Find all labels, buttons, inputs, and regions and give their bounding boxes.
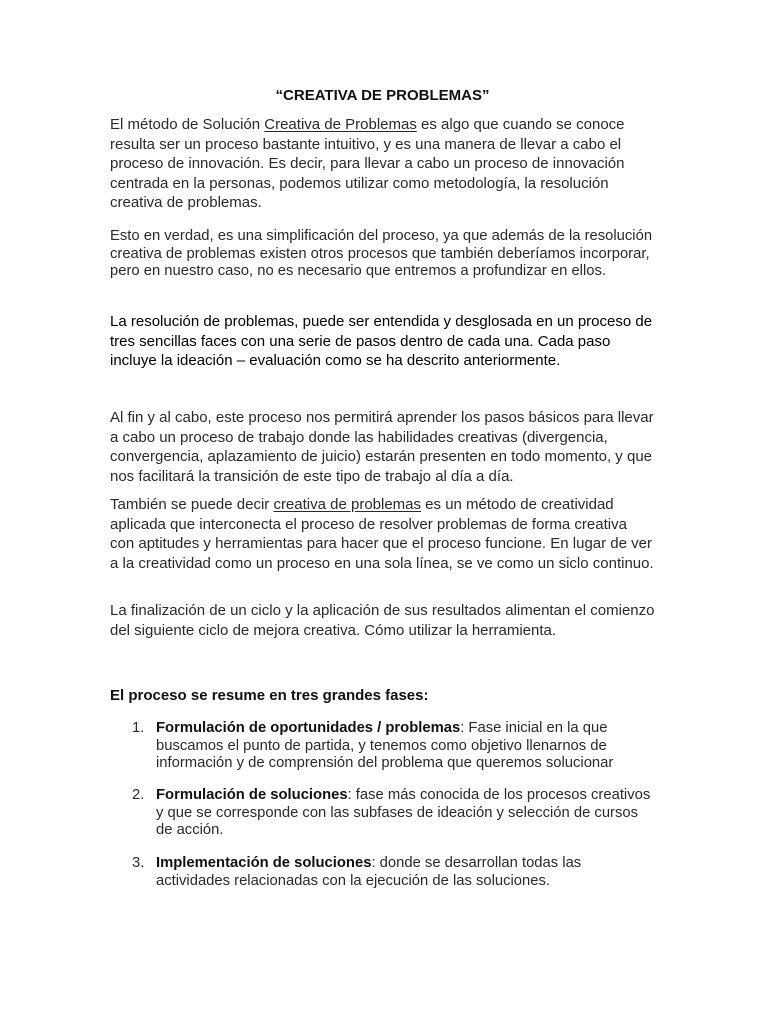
paragraph-cycle: La finalización de un ciclo y la aplicación de sus resultados alimentan el comienzo del siguiente ciclo de mejora creativa. Cómo utilizar la herramienta.: [110, 602, 655, 639]
creativa-de-problemas-link-2[interactable]: creativa de problemas: [273, 496, 422, 513]
list-item-body: [156, 787, 656, 840]
paragraph-simplification: Esto en verdad, es una simplificación del proceso, ya que además de la resolución creativa de problemas existen otros procesos que también deberíamos incorporar, pero en nuestro caso, no es necesario que entremos a profundizar en ellos.: [110, 228, 653, 279]
paragraph-problem-resolution: La resolución de problemas, puede ser entendida y desglosada en un proceso de tres sencillas faces con una serie de pasos dentro de cada una. Cada paso incluye la ideación – evaluación como se ha descrito anteriormente.: [110, 313, 653, 369]
creativa-de-problemas-link[interactable]: Creativa de Problemas: [264, 116, 417, 133]
list-item-number: 1.: [132, 720, 145, 736]
paragraph-applied-creativity: [110, 495, 655, 573]
list-item-description: : Fase inicial en la que buscamos el punto de partida, y tenemos como objetivo llenarnos de información y de comprensión del problema que queremos solucionar: [156, 720, 614, 771]
paragraph-intro: [110, 115, 655, 213]
list-item-description: : fase más conocida de los procesos creativos y que se corresponde con las subfases de ideación y selección de cursos de acción.: [156, 787, 651, 838]
list-item-term: Implementación de soluciones: [156, 855, 372, 871]
list-item-term: Formulación de oportunidades / problemas: [156, 720, 461, 736]
phases-heading: El proceso se resume en tres grandes fases:: [110, 687, 429, 704]
paragraph-intro-end: es algo que cuando se conoce resulta ser un proceso bastante intuitivo, y es una manera de llevar a cabo el proceso de innovación. Es decir, para llevar a cabo un proceso de innovación centrada en la personas, podemos utilizar como metodología, la resolución creativa de problemas.: [110, 116, 625, 211]
list-item-term: Formulación de soluciones: [156, 787, 348, 803]
list-item-body: [156, 720, 656, 773]
paragraph-applied-creativity-start: También se puede decir: [110, 496, 274, 513]
paragraph-applied-creativity-end: es un método de creatividad aplicada que interconecta el proceso de resolver problemas de forma creativa con aptitudes y herramientas para hacer que el proceso funcione. En lugar de ver a la creatividad como un proceso en una sola línea, se ve como un siclo continuo.: [110, 496, 654, 572]
paragraph-intro-start: El método de Solución: [110, 116, 265, 133]
list-item-number: 3.: [132, 855, 145, 871]
list-item-body: [156, 855, 656, 890]
paragraph-basic-steps: Al fin y al cabo, este proceso nos permitirá aprender los pasos básicos para llevar a cabo un proceso de trabajo donde las habilidades creativas (divergencia, convergencia, aplazamiento de juicio) estarán presenten en todo momento, y que nos facilitará la transición de este tipo de trabajo al día a día.: [110, 409, 654, 485]
list-item-number: 2.: [132, 787, 145, 803]
document-title: “CREATIVA DE PROBLEMAS”: [275, 87, 490, 104]
list-item-description: : donde se desarrollan todas las actividades relacionadas con la ejecución de las soluciones.: [156, 855, 582, 889]
